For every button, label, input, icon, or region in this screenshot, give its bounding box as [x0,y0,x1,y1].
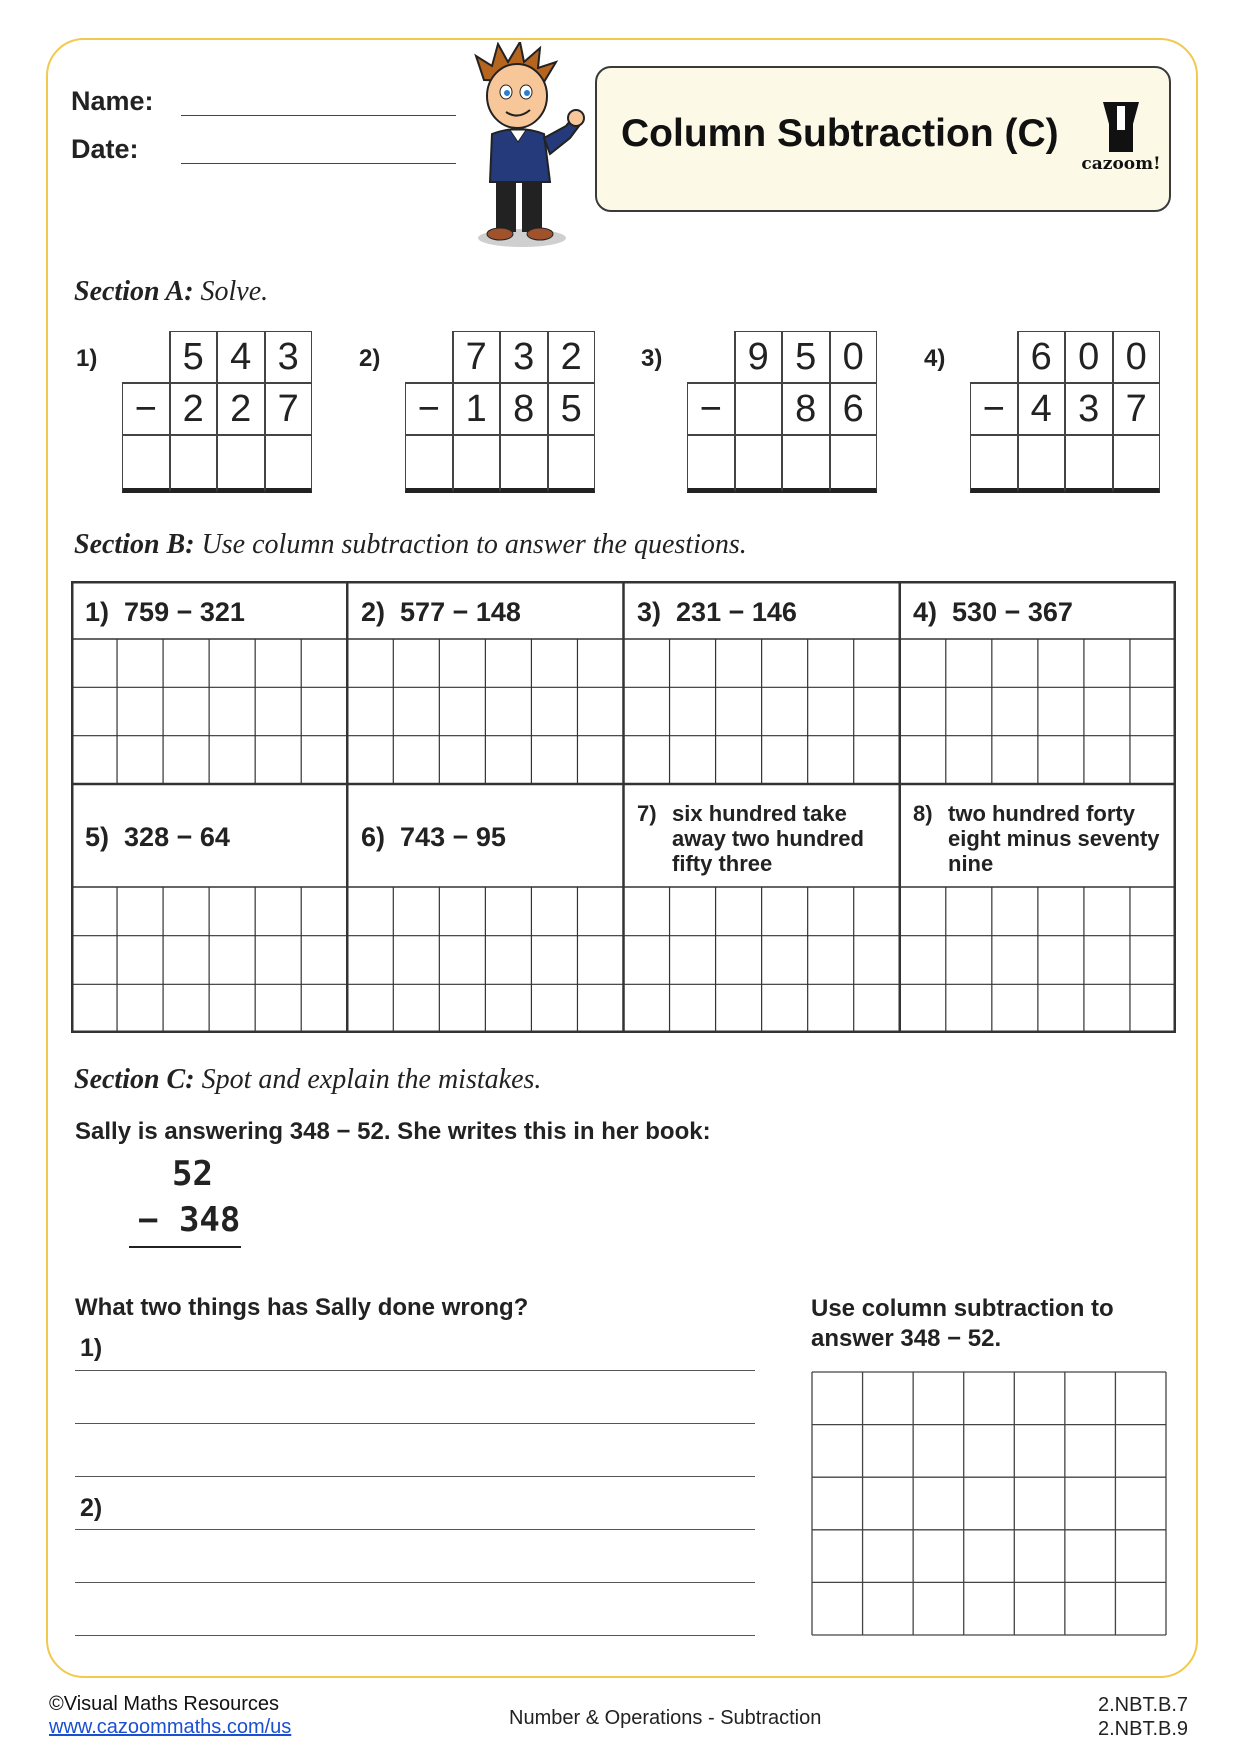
question-b2: 2) 577 − 148 [361,597,521,627]
digit-cell: 6 [830,383,878,435]
side-prompt-line-2: answer 348 − 52. [811,1325,1002,1352]
sally-working-top: 52 [172,1154,213,1194]
digit-cell: 4 [217,331,265,383]
digit-cell: 7 [453,331,501,383]
answer-2-line-2[interactable] [75,1582,755,1583]
section-c-heading: Section C: Spot and explain the mistakes. [74,1064,542,1095]
digit-cell: 8 [500,383,548,435]
answer-cell[interactable] [217,435,265,493]
answer-cell[interactable] [687,435,735,493]
date-field[interactable] [181,163,456,164]
section-b-heading: Section B: Use column subtraction to answer the questions. [74,529,747,560]
answer-cell[interactable] [453,435,501,493]
answer-cell[interactable] [1113,435,1161,493]
footer-copyright: ©Visual Maths Resources [49,1693,280,1715]
boy-mascot-illustration [462,42,592,250]
footer-website-link[interactable]: www.cazoommaths.com/us [49,1716,292,1738]
digit-cell [735,383,783,435]
answer-cell[interactable] [500,435,548,493]
answer-cell[interactable] [970,435,1018,493]
digit-cell: 6 [1018,331,1066,383]
digit-cell: − [970,383,1018,435]
section-a-number-3: 3) [641,345,663,372]
digit-cell [122,331,170,383]
section-c-answer-grid[interactable] [811,1371,1167,1636]
question-b6: 6) 743 − 95 [361,822,506,852]
digit-cell: − [405,383,453,435]
footer-standard-1: 2.NBT.B.7 [1098,1694,1189,1716]
answer-2-line-1[interactable] [75,1529,755,1530]
answer-cell[interactable] [1065,435,1113,493]
section-a-problem-3 [687,331,877,493]
digit-cell: − [687,383,735,435]
section-a-number-4: 4) [924,345,946,372]
digit-cell: 5 [548,383,596,435]
section-c-intro: Sally is answering 348 − 52. She writes this in her book: [75,1118,711,1145]
digit-cell: 9 [735,331,783,383]
digit-cell [970,331,1018,383]
digit-cell: 3 [1065,383,1113,435]
cazoom-logo: cazoom! [1075,98,1167,182]
digit-cell: 0 [1065,331,1113,383]
sally-working-bottom: − 348 [138,1200,241,1240]
digit-cell: 3 [265,331,313,383]
answer-cell[interactable] [1018,435,1066,493]
mistakes-question: What two things has Sally done wrong? [75,1294,529,1321]
question-b5: 5) 328 − 64 [85,822,230,852]
answer-1-line-2[interactable] [75,1423,755,1424]
section-a-problem-4 [970,331,1160,493]
answer-2-label: 2) [80,1494,103,1522]
answer-cell[interactable] [170,435,218,493]
sally-working-underline [129,1246,241,1248]
name-field[interactable] [181,115,456,116]
question-b1: 1) 759 − 321 [85,597,245,627]
digit-cell: 3 [500,331,548,383]
answer-1-line-1[interactable] [75,1370,755,1371]
section-a-number-2: 2) [359,345,381,372]
worksheet-title: Column Subtraction (C) [621,112,1059,155]
answer-2-line-3[interactable] [75,1635,755,1636]
digit-cell: 1 [453,383,501,435]
question-b7: 7) six hundred take away two hundred fifty three [637,801,864,876]
question-b3: 3) 231 − 146 [637,597,797,627]
answer-cell[interactable] [548,435,596,493]
title-box [595,66,1171,212]
answer-cell[interactable] [782,435,830,493]
section-a-problem-1 [122,331,312,493]
digit-cell: 5 [782,331,830,383]
name-label: Name: [71,86,154,116]
digit-cell: 7 [265,383,313,435]
answer-cell[interactable] [265,435,313,493]
digit-cell: 2 [170,383,218,435]
digit-cell: 8 [782,383,830,435]
answer-cell[interactable] [405,435,453,493]
answer-1-label: 1) [80,1334,103,1362]
digit-cell: 7 [1113,383,1161,435]
digit-cell: 2 [548,331,596,383]
digit-cell [405,331,453,383]
question-b8: 8) two hundred forty eight minus seventy nine [913,801,1160,876]
footer-standard-2: 2.NBT.B.9 [1098,1718,1189,1740]
answer-cell[interactable] [735,435,783,493]
digit-cell: 0 [830,331,878,383]
digit-cell: 5 [170,331,218,383]
answer-cell[interactable] [122,435,170,493]
section-a-number-1: 1) [76,345,98,372]
answer-cell[interactable] [830,435,878,493]
digit-cell: 2 [217,383,265,435]
section-a-heading: Section A: Solve. [74,276,269,307]
date-label: Date: [71,134,139,164]
side-prompt-line-1: Use column subtraction to [811,1295,1114,1322]
section-a-problem-2 [405,331,595,493]
answer-1-line-3[interactable] [75,1476,755,1477]
footer-topic: Number & Operations - Subtraction [509,1707,822,1729]
digit-cell: 0 [1113,331,1161,383]
digit-cell [687,331,735,383]
digit-cell: 4 [1018,383,1066,435]
digit-cell: − [122,383,170,435]
question-b4: 4) 530 − 367 [913,597,1073,627]
